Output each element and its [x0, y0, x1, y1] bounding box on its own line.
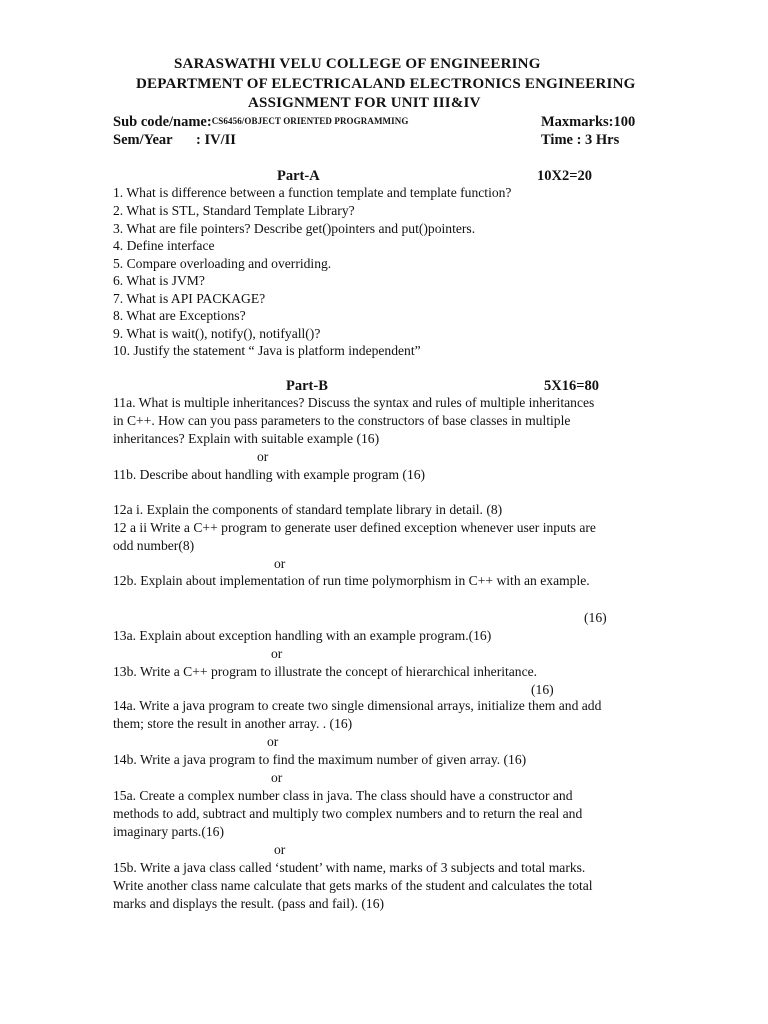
parta-question: 6. What is JVM? [113, 273, 205, 288]
partb-marks: 5X16=80 [544, 378, 599, 394]
partb-line: Write another class name calculate that gets marks of the student and calculates the total [113, 878, 593, 893]
partb-line: inheritances? Explain with suitable example (16) [113, 431, 380, 446]
parta-question: 9. What is wait(), notify(), notifyall()? [113, 326, 321, 341]
parta-question: 3. What are file pointers? Describe get()pointers and put()pointers. [113, 221, 476, 236]
partb-line: 13a. Explain about exception handling with an example program.(16) [113, 628, 492, 643]
partb-line: 13b. Write a C++ program to illustrate the concept of hierarchical inheritance. [113, 664, 538, 679]
subject-name: CS6456/OBJECT ORIENTED PROGRAMMING [211, 116, 409, 126]
parta-question: 7. What is API PACKAGE? [113, 291, 266, 306]
or-separator: or [271, 646, 283, 661]
partb-line: 11b. Describe about handling with example program (16) [113, 467, 426, 482]
partb-line: them; store the result in another array. . (16) [113, 716, 353, 731]
college-name: SARASWATHI VELU COLLEGE OF ENGINEERING [174, 56, 541, 72]
partb-line: 12a i. Explain the components of standard template library in detail. (8) [113, 502, 503, 517]
parta-question: 8. What are Exceptions? [113, 308, 246, 323]
exam-time: Time : 3 Hrs [541, 132, 620, 148]
parta-question: 4. Define interface [113, 238, 215, 253]
or-separator: or [274, 556, 286, 571]
or-separator: or [257, 449, 269, 464]
partb-title: Part-B [286, 378, 328, 394]
partb-line: 15b. Write a java class called ‘student’ with name, marks of 3 subjects and total marks. [113, 860, 586, 875]
marks-note: (16) [584, 610, 607, 625]
subcode-row [113, 114, 408, 131]
assignment-title: ASSIGNMENT FOR UNIT III&IV [248, 95, 481, 111]
or-separator: or [267, 734, 279, 749]
parta-marks: 10X2=20 [537, 168, 592, 184]
partb-line: 14b. Write a java program to find the maximum number of given array. (16) [113, 752, 527, 767]
subcode-label: Sub code/name: [113, 114, 212, 130]
marks-note: (16) [531, 682, 554, 697]
partb-line: in C++. How can you pass parameters to the constructors of base classes in multiple [113, 413, 571, 428]
partb-line: odd number(8) [113, 538, 195, 553]
parta-question: 2. What is STL, Standard Template Library? [113, 203, 355, 218]
department-name: DEPARTMENT OF ELECTRICALAND ELECTRONICS ENGINEERING [136, 76, 636, 92]
max-marks: Maxmarks:100 [541, 114, 636, 130]
partb-line: marks and displays the result. (pass and fail). (16) [113, 896, 385, 911]
partb-line: 11a. What is multiple inheritances? Discuss the syntax and rules of multiple inheritances [113, 395, 595, 410]
parta-question: 5. Compare overloading and overriding. [113, 256, 332, 271]
partb-line: 12b. Explain about implementation of run time polymorphism in C++ with an example. [113, 573, 590, 588]
partb-line: 15a. Create a complex number class in java. The class should have a constructor and [113, 788, 573, 803]
partb-line: 14a. Write a java program to create two single dimensional arrays, initialize them and add [113, 698, 602, 713]
parta-question: 10. Justify the statement “ Java is platform independent” [113, 343, 421, 358]
semyear-value: : IV/II [196, 132, 236, 148]
parta-title: Part-A [277, 168, 320, 184]
parta-question: 1. What is difference between a function template and template function? [113, 185, 512, 200]
or-separator: or [274, 842, 286, 857]
partb-line: methods to add, subtract and multiply two complex numbers and to return the real and [113, 806, 583, 821]
partb-line: 12 a ii Write a C++ program to generate user defined exception whenever user inputs are [113, 520, 596, 535]
partb-line: imaginary parts.(16) [113, 824, 224, 839]
semyear-label: Sem/Year [113, 132, 173, 148]
or-separator: or [271, 770, 283, 785]
